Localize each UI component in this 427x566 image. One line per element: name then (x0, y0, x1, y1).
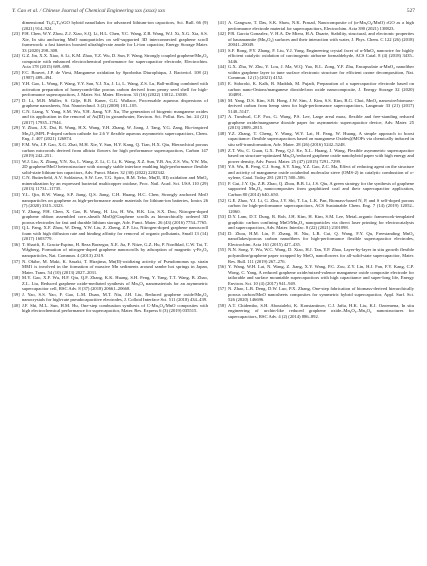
reference-entry (218, 131, 414, 148)
reference-number: [31] (12, 158, 20, 164)
reference-text: E. Sidoroki, K. Kalb, B. Maddah, M. Pujadi, Preparation of a supercapacitor electrode based on carbon nano-Onions/manganese dioxide/iron oxide nanocomposite, J. Energy Storage 32 (2020) 104891. (228, 81, 414, 98)
reference-entry (218, 198, 414, 215)
reference-number: [41] (218, 20, 226, 25)
page-number: 527 (406, 8, 415, 14)
reference-number: [48] (218, 130, 226, 136)
reference-entry (12, 275, 208, 292)
reference-text: G.Z. Jin, X.X. Xiao, S. Li, K.M. Zhao, Y.Z. Wu, D. Sun, F. Wang, Strongly coupled graphene/Mn₃O₄ composite with enhanced electrochemical performance for supercapacitor electrode, Electrochim. Acta 178 (2015) 689–698. (22, 53, 208, 70)
reference-number: [58] (218, 302, 226, 308)
reference-text: D.Y. Lam, D.T. Dung, R. Roh, J.H. Kim, H. Kim, S.M. Lee, Metal–organic framework-templated graphitic carbon confining MnO/Mn₃O₄ nanoparticles via direct laser printing for electrocatalysts and supercapacitors, Adv. Mater. Interfac. 8 (22) (2021) 2101098. (228, 214, 414, 231)
reference-text: Z.T. Wu, C. Guan, G.X. Feng, Q.J. Ke, X.L. Huang, J. Wang, Flexible asymmetric supercapacitor based on structure-optimized Mn₃O₄/reduced graphene oxide nanohybrid paper with high energy and power density, Adv. Funct. Mater. 25 (47) (2015) 7291–7299. (228, 147, 414, 164)
reference-number: [43] (218, 47, 226, 53)
reference-number: [26] (12, 81, 20, 87)
reference-number: [57] (218, 286, 226, 292)
reference-text: J. Yao, S.S. Yao, F. Gao, L.M. Duan, M.T. Niu, J.H. Liu, Reduced graphene oxide/Mn₃O₄ nanocrystals for high-rate pseudocapacitive electrodes, J. Colloid Interface Sci. 511 (2018) 434–439. (22, 291, 208, 303)
reference-text: D. Li, M.B. Müller, S. Gilje, R.B. Kaner, G.G. Wallace, Processable aqueous dispersions of graphene nanosheets, Nat. Nanotechnol. 3 (2) (2008) 101–105. (22, 97, 208, 109)
reference-text: Y.Z. Zhang, T. Cheng, Y. Wang, W.Y. Lai, H. Pang, W. Huang, A simple approach to boost capacitance: flexible supercapacitors based on manganese Oxides@MOFs via chemically induced in situ self-transformation, Adv. Mater. 28 (26) (2016) 5242–5248. (228, 130, 414, 148)
reference-number: [33] (12, 191, 20, 197)
reference-number: [37] (12, 258, 20, 264)
reference-number: [44] (218, 64, 226, 70)
reference-entry (12, 109, 208, 126)
reference-number: [30] (12, 142, 20, 148)
reference-entry (12, 192, 208, 209)
reference-entry (12, 292, 208, 303)
reference-entry (218, 264, 414, 286)
reference-number: [29] (12, 125, 20, 131)
reference-text: Y. Zhang, P.H. Chen, X. Gao, B. Wang, H. Liu, H. Wu, H.K. Liu, S.X. Dou, Nitrogen-doped graphene ribbon assembled core–sheath MnO@Graphene scrolls as hierarchically ordered 3D porous electrodes for fast and durable lithium storage, Adv. Funct. Mater. 26 (43) (2016) 7754–7765. (22, 208, 208, 225)
reference-number: [46] (218, 97, 226, 103)
reference-entry (218, 98, 414, 115)
reference-number: [34] (12, 208, 20, 214)
reference-number: [55] (218, 247, 226, 253)
reference-number: [40] (12, 302, 20, 308)
reference-entry (218, 231, 414, 248)
reference-entry (12, 125, 208, 142)
reference-number: [49] (218, 147, 226, 153)
reference-number: [47] (218, 114, 226, 120)
reference-number: [42] (218, 31, 226, 37)
reference-text: Y. Wang, W.H. Lai, N. Wang, Z. Jiang, X.Y. Wang, P.C. Zou, Z.Y. Lin, H.J. Fan, F.Y. Kang, C.P. Wong, C. Yang, A reduced graphene oxide/mixed-valence manganese oxide composite electrode for tailorable and surface mountable supercapacitors with high capacitance and super-long life, Energy Environ. Sci. 10 (4) (2017) 941–949. (228, 264, 414, 286)
reference-entry (12, 20, 208, 31)
reference-entry (12, 31, 208, 53)
reference-entry (218, 303, 414, 320)
reference-text: J.F. Shi, M.L. Sun, H.M. Hu, One-step combustion synthesis of C-Mn₃O₄/MnO composites with high electrochemical performance for supercapacitor, Mater. Res. Express 6 (3) (2019) 035515. (22, 302, 208, 314)
reference-entry (12, 259, 208, 276)
reference-text: N. Zhao, L.B. Deng, D.W. Luo, P.X. Zhang, One-step fabrication of biomass-derived hierarchically porous carbon/MnO nanosheets composites for symmetric hybrid supercapacitor, Appl. Surf. Sci. 526 (2020) 146696. (228, 286, 414, 303)
reference-text: dimensional Ti₃C₂Tₓ/rGO hybrid nanoflakes for advanced lithium-ion capacitors, Sci. Bull. 66 (9) (2021) 914–924. (22, 20, 208, 31)
reference-number: [45] (218, 81, 226, 87)
reference-entry (218, 286, 414, 303)
reference-number: [53] (218, 214, 226, 220)
reference-number: [38] (12, 275, 20, 281)
reference-text: W.J. Liu, X. Zhang, Y.N. Xu, L. Wang, Z. Li, C. Li, K. Wang, X.Z. Sun, Y.B. An, Z.S. Wu, Y.W. Ma, 2D graphene/MnO heterostructure with strongly stable interface enabling high-performance flexible solid-state lithium-ion capacitors, Adv. Funct. Mater. 32 (30) (2022) 2202342. (22, 158, 208, 175)
reference-number: [25] (12, 69, 20, 75)
reference-entry (12, 70, 208, 81)
reference-column-left (12, 20, 208, 320)
reference-entry (12, 209, 208, 226)
journal-citation: Y. Cao et al. / Chinese Journal of Chemical Engineering xxx (xxxx) xxx (12, 8, 166, 14)
reference-entry (12, 303, 208, 314)
reference-number: [35] (12, 225, 20, 231)
reference-entry (12, 98, 208, 109)
reference-number: [54] (218, 230, 226, 236)
reference-text: F.C. Bouvet, J.P. de Viest, Manganese oxidation by Sprobrdus Diurophiqus, J. Bacteriol. 108 (2) (1987) 489–494. (22, 69, 208, 81)
reference-entry (12, 159, 208, 176)
reference-entry (218, 20, 414, 31)
reference-entry (218, 164, 414, 181)
reference-text: F. Gui, J.Y. Qu, Z.B. Zhao, Q. Zhou, B.B. Li, J.S. Qiu, A green strategy for the synthesis of graphene supported Mn₃O₄ nanocomposites from graphitized coal and their supercapacitor application, Carbon 80 (2014) 640–650. (228, 180, 414, 197)
reference-columns (12, 20, 415, 320)
reference-number: [50] (218, 164, 226, 170)
reference-entry (12, 225, 208, 242)
reference-entry (218, 114, 414, 131)
reference-number: [51] (218, 180, 226, 186)
reference-entry (218, 31, 414, 48)
reference-column-right (218, 20, 414, 320)
reference-number: [39] (12, 291, 20, 297)
reference-text: D. Zhou, H.M. Lin, F. Zhang, H. Niu, L.R. Cui, Q. Wang, F.Y. Qu, Freestanding MnO₂ nanoflakes/porous carbon nanofibers for high-performance flexible supercapacitor electrodes, Electrochim. Acta 161 (2015) 427–435. (228, 230, 414, 247)
reference-text: A. Tundwal, C.F. Fox, G. Wang, P.S. Lee, Large areal mass, flexible and free-standing reduced graphene oxide/manganese dioxide paper for asymmetric supercapacitor device, Adv. Mater. 25 (2013) 2809–2815. (228, 114, 414, 131)
reference-text: A.T. Chidembo, S.H. Aboutalebi, K. Konstantinov, C.J. Jafta, H.K. Liu, K.I. Ozoemena, In situ engineering of urchin-like reduced graphene oxide–Mn₂O₃–Mn₃O₄ nanostructures for supercapacitors, RSC Adv. 4 (2) (2014) 886–892. (228, 302, 414, 319)
reference-number: [36] (12, 241, 20, 247)
reference-text: N.N. Song, Y. Wu, W.C. Wang, D. Xiao, H.J. Tan, Y.P. Zhao, Layer-by-layer in situ growth flexible polyaniline/graphene paper wrapped by MnO₂ nanoflowers for all-solid-state supercapacitor, Mater. Res. Bull. 111 (2019) 267–276. (228, 247, 414, 264)
reference-text: A. Gangwar, T. Das, S.K. Shaw, N.K. Prasad, Nanocomposite of (α-Mn₃O₄/MnO) rGO as a high performance electrode material for supercapacitors, Electrochim. Acta 390 (2021) 138823. (228, 20, 414, 31)
reference-entry (12, 53, 208, 70)
reference-number: [24] (12, 53, 20, 59)
reference-entry (218, 214, 414, 231)
reference-text: Q.L. Fang, X.F. Zhou, W. Deng, Y.W. Liu, Z. Zheng, Z.F. Liu, Nitrogen-doped graphene nanoscroll foam with high diffusion rate and binding affinity for removal of organic pollutants, Small 13 (14) (2017) 1603779. (22, 225, 208, 242)
reference-entry (218, 81, 414, 98)
reference-text: P.R. Garcia Gonzalez, V. H.A. De Miera, H.A. Duarte, Stability, structural, and electronic properties of hausmannite (Mn₃O₄) surfaces and their interaction with water, J. Phys. Chem. C 122 (26) (2018) 20041–20049. (228, 31, 414, 48)
reference-number: [56] (218, 264, 226, 270)
reference-number: [28] (12, 108, 20, 114)
reference-entry (12, 242, 208, 259)
reference-number: [52] (218, 197, 226, 203)
reference-number: [23] (12, 31, 20, 37)
reference-number: [27] (12, 97, 20, 103)
reference-entry (218, 48, 414, 65)
reference-text: P.H. Chen, W.Y. Zhou, Z.J. Xiao, S.Q. Li, H.L. Chen, Y.C. Wang, Z.B. Wang, W.J. Xi, X.G. Xia, S.S. Xie, In situ anchoring MnO nanoparticles on self-supported 3D interconnected graphene scroll framework: a fast kinetics boosted ultrahigh-rate anode for Li-ion capacitor, Energy Storage Mater. 33 (2020) 298–308. (22, 31, 208, 53)
reference-text: N. Okibe, M. Maki, K. Sasaki, T. Hirajima, Mn(II)-oxidizing activity of Pseudomonas sp. strain MM1 is involved in the formation of massive Mn sediments around sambe hot springs in Japan, Mater. Trans. 54 (10) (2013) 2027–2031. (22, 258, 208, 275)
reference-text: G.E. Zhao, Y.J. Li, G. Zhu, J.Y. Shi, T. Lu, L.K. Pan, Biomass-based N, P, and S self-doped porous carbon for high-performance supercapacitors, ACS Sustainable Chem. Eng. 7 (14) (2019) 12052–12060. (228, 197, 414, 214)
reference-text: Y.H. Gao, L. Wang, F. Wang, Y.Y. Sun, Y.J. Xu, J. Li, L. Wang, Z.S. Lu, Ball-milling combined with activation preparation of honeycomb-like porous carbon derived from peony seed shell for high-performance supercapacitors, J. Mater. Sci. Mater. Electron. 33 (16) (2022) 13012–13038. (22, 81, 208, 98)
reference-entry (218, 148, 414, 165)
reference-entry (12, 142, 208, 159)
reference-text: Y.L. Qin, R.W. Wang, S.P. Jiang, Q.S. Jiang, C.H. Huang, H.C. Chen, Strongly anchored MnO nanoparticles on graphene as high-performance anode materials for lithium-ion batteries, Ionics 26 (7) (2020) 3315–3323. (22, 191, 208, 209)
reference-text: C.N. Liang, Y. Yang, S.M. Wu, Y.H. Jiang, Y.F. Xu, The generation of biogenic manganese oxides and its application in the removal of As(III) in groundwater, Environ. Sci. Pollut. Res. Int. 24 (21) (2017) 17935–17944. (22, 108, 208, 125)
reference-text: Y.S. Wu, R. Feng, C.J. Song, S.Y. Xing, Y.Z. Gao, Z.C. Ma, Effect of reducing agent on the structure and activity of manganese oxide octahedral molecular sieve (OMS-2) in catalytic combustion of o-xylene, Catal. Today 281 (2017) 500–506. (228, 164, 414, 181)
reference-entry (12, 175, 208, 192)
reference-entry (218, 247, 414, 264)
reference-entry (218, 64, 414, 81)
reference-text: F.M. Wu, J.P. Gao, X.G. Zhai, M.H. Xie, Y. Sun, H.Y. Kang, Q. Tian, H.X. Qiu, Hierarchical porous carbon microrods derived from albizia flowers for high performance supercapacitors, Carbon 147 (2019) 242–251. (22, 142, 208, 159)
reference-text: C.N. Butterfield, A.V. Soldatova, S.W. Lee, T.G. Spiro, B.M. Tebo, Mn(II, III) oxidation and MnO₂ mineralization by an expressed bacterial multicopper oxidase, Proc. Natl. Acad. Sci. USA 110 (29) (2013) 11731–11735. (22, 175, 208, 192)
reference-text: G.X. Zhu, W. Zhu, Y. Lou, J. Ma, W.Q. Yao, R.L. Zong, Y.F. Zhu, Encapsulate α-MnO₂ nanofiber within graphene layer to tune surface electronic structure for efficient ozone decomposition, Nat. Commun. 12 (1) (2021) 4152. (228, 64, 414, 81)
reference-text: M. Yang, D.S. Kim, S.B. Hong, J.W. Sim, J. Kim, S.S. Kim, B.G. Choi, MnO₂ nanowire/biomass-derived carbon from hemp stem for high-performance supercapacitors, Langmuir 33 (21) (2017) 5140–5147. (228, 97, 414, 114)
reference-text: M.Y. Gao, X.F. Wu, H.F. Qiu, Q.F. Zhang, K.K. Huang, S.H. Feng, Y. Yang, T.T. Wang, B. Zhao, Z.L. Liu, Reduced graphene oxide-mediated synthesis of Mn₃O₄ nanomaterials for an asymmetric supercapacitor cell, RSC Adv. 8 (37) (2018) 20661–20668. (22, 275, 208, 292)
reference-entry (218, 181, 414, 198)
reference-text: S.F. Rong, P.Y. Zhang, F. Liu, Y.J. Yang, Engineering crystal facet of α-MnO₂ nanowire for highly efficient catalytic oxidation of carcinogenic airborne formaldehyde, ACS Catal. 8 (4) (2018) 3435–3446. (228, 47, 414, 64)
running-header (12, 8, 415, 18)
reference-number: [32] (12, 175, 20, 181)
reference-text: Y. Zhou, J.X. Dai, R. Wang, H.X. Wang, Y.H. Zhang, W. Jiang, J. Tang, Y.G. Zang, Bio-inspired Mn₃O₄/MPL P-doped carbon cathode for 2.6 V flexible aqueous asymmetric supercapacitors, Chem. Eng. J. 407 (2021) 126874. (22, 125, 208, 142)
reference-text: T. Sharifi, E. Gracia-Espino, H. Reza Barzegar, X.E. Jia, F. Nitze, G.Z. Hu, P. Nordblad, C.W. Tai, T. Wågberg, Formation of nitrogen-doped graphene nanoscrolls by adsorption of magnetic γ-Fe₂O₃ nanoparticles, Nat. Commun. 4 (2013) 2319. (22, 241, 208, 258)
reference-entry (12, 81, 208, 98)
